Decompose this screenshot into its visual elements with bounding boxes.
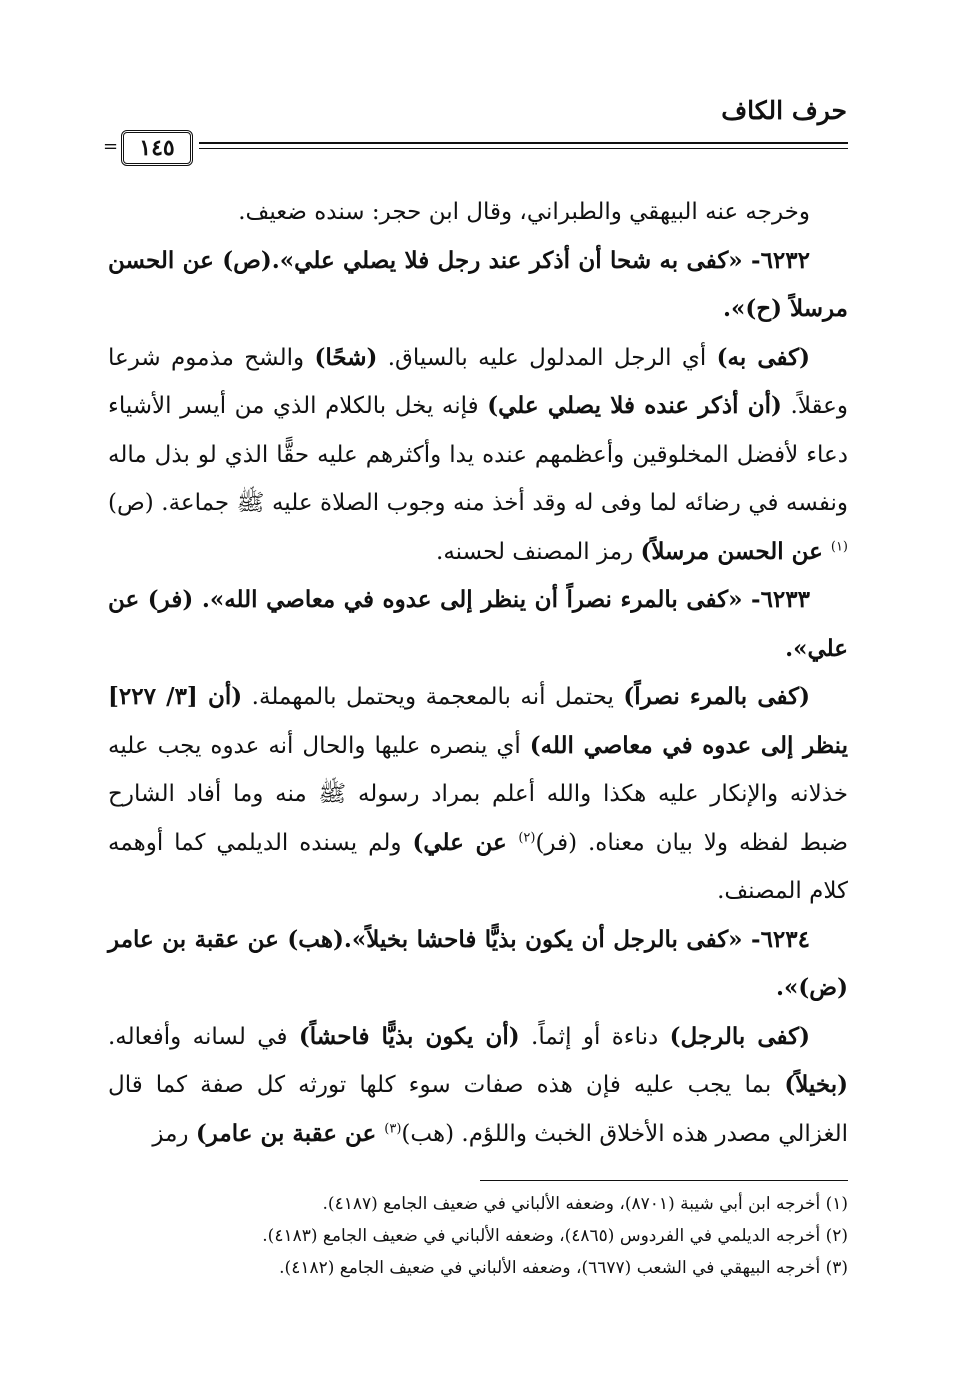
text-run: في لسانه وأفعاله. xyxy=(108,1023,299,1050)
hadith-number: ٦٢٣٣- xyxy=(751,586,810,613)
hadith-entry-6232 xyxy=(108,237,848,334)
text-run: رمز المصنف لحسنه. xyxy=(436,538,641,565)
quoted-term: عن الحسن مرسلاً) xyxy=(640,537,831,565)
main-text xyxy=(108,188,848,1158)
quoted-term: (كفى بالمرء نصراً) xyxy=(623,683,810,710)
text-run: ولم يسنده الديلمي كما أوهمه كلام المصنف. xyxy=(108,829,848,904)
quoted-term: (أن أذكر عنده فلا يصلي علي) xyxy=(487,392,782,419)
header-rule xyxy=(103,130,848,164)
quoted-term: عن علي) xyxy=(412,828,519,856)
page-number: ١٤٥ xyxy=(121,130,193,166)
footnote-ref: (١) xyxy=(830,538,848,554)
header-rule-line xyxy=(199,142,848,144)
commentary-paragraph xyxy=(108,1013,848,1159)
hadith-entry-6233 xyxy=(108,576,848,673)
footnote: (٢) أخرجه الديلمي في الفردوس (٤٨٦٥)، وضعفه الألباني في ضعيف الجامع (٤١٨٣). xyxy=(262,1226,848,1246)
footnote: (٣) أخرجه البيهقي في الشعب (٦٦٧٧)، وضعفه الألباني في ضعيف الجامع (٤١٨٢). xyxy=(279,1258,848,1278)
hadith-number: ٦٢٣٤- xyxy=(751,925,810,953)
quoted-term: (كفى بالرجل) xyxy=(669,1022,810,1050)
text-run: والشح مذموم شرعا وعقلاً. xyxy=(108,344,849,419)
quoted-term: (أن يكون بذيًّا فاحشاً) xyxy=(298,1022,520,1050)
paragraph xyxy=(108,188,848,237)
footnote-separator xyxy=(480,1180,848,1181)
commentary-paragraph xyxy=(108,334,848,577)
text-run: فإنه يخل بالكلام الذي من أيسر الأشياء دعاء لأفضل المخلوقين وأعظمهم عنده يدا وأكثرهم عليه حقًّا الذي لو بذل ماله ونفسه في رضائه لما وفى له وقد أخذ منه وجوب الصلاة عليه ﷺ جماعة. (ص) xyxy=(108,393,848,516)
footnotes xyxy=(108,1188,848,1284)
hadith-text: «كفى به شحا أن أذكر عند رجل فلا يصلي علي».(ص) عن الحسن مرسلاً (ح)». xyxy=(108,246,848,322)
footnote-ref: (٣) xyxy=(384,1120,402,1136)
quoted-term: عن عقبة بن عامر) xyxy=(195,1119,385,1147)
text-run: يحتمل أنه بالمعجمة ويحتمل بالمهملة. xyxy=(242,684,624,710)
text-run: وخرجه عنه البيهقي والطبراني، وقال ابن حجر: سنده ضعيف. xyxy=(238,199,810,225)
quoted-term: (أن [٣/ ٢٢٧] ينظر إلى عدوه في معاصي الله) xyxy=(108,683,848,759)
text-run: أي ينصره عليها والحال أنه عدوه يجب عليه خذلانه والإنكار عليه هكذا والله أعلم بمراد رسوله ﷺ منه وما أفاد الشارح ضبط لفظه ولا بيان معناه. (فر) xyxy=(108,732,848,856)
quoted-term: (بخيلاً) xyxy=(784,1071,848,1098)
hadith-text: «كفى بالرجل أن يكون بذيًّا فاحشا بخيلاً».(هب) عن عقبة بن عامر (ض)». xyxy=(108,925,848,1001)
header-rule-mark: = xyxy=(103,136,119,157)
footnote: (١) أخرجه ابن أبي شيبة (٨٧٠١)، وضعفه الألباني في ضعيف الجامع (٤١٨٧). xyxy=(322,1194,848,1214)
header-rule-line-thin xyxy=(199,148,848,149)
commentary-paragraph xyxy=(108,673,848,916)
text-run: بما يجب عليه فإن هذه صفات سوء كلها تورثه كل صفة كما قال الغزالي مصدر هذه الأخلاق الخبث واللؤم. (هب) xyxy=(108,1072,848,1147)
chapter-title: حرف الكاف xyxy=(721,96,847,125)
text-run: أي الرجل المدلول عليه بالسياق. xyxy=(377,344,717,371)
quoted-term: (شحًا) xyxy=(314,343,378,371)
quoted-term: (كفى به) xyxy=(716,343,810,371)
hadith-entry-6234 xyxy=(108,916,848,1013)
footnote-ref: (٢) xyxy=(518,829,536,845)
text-run: رمز xyxy=(152,1120,196,1147)
text-run: دناءة أو إثماً. xyxy=(519,1023,670,1050)
hadith-number: ٦٢٣٢- xyxy=(751,246,810,274)
hadith-text: «كفى بالمرء نصراً أن ينظر إلى عدوه في معاصي الله». (فر) عن علي». xyxy=(108,586,848,662)
